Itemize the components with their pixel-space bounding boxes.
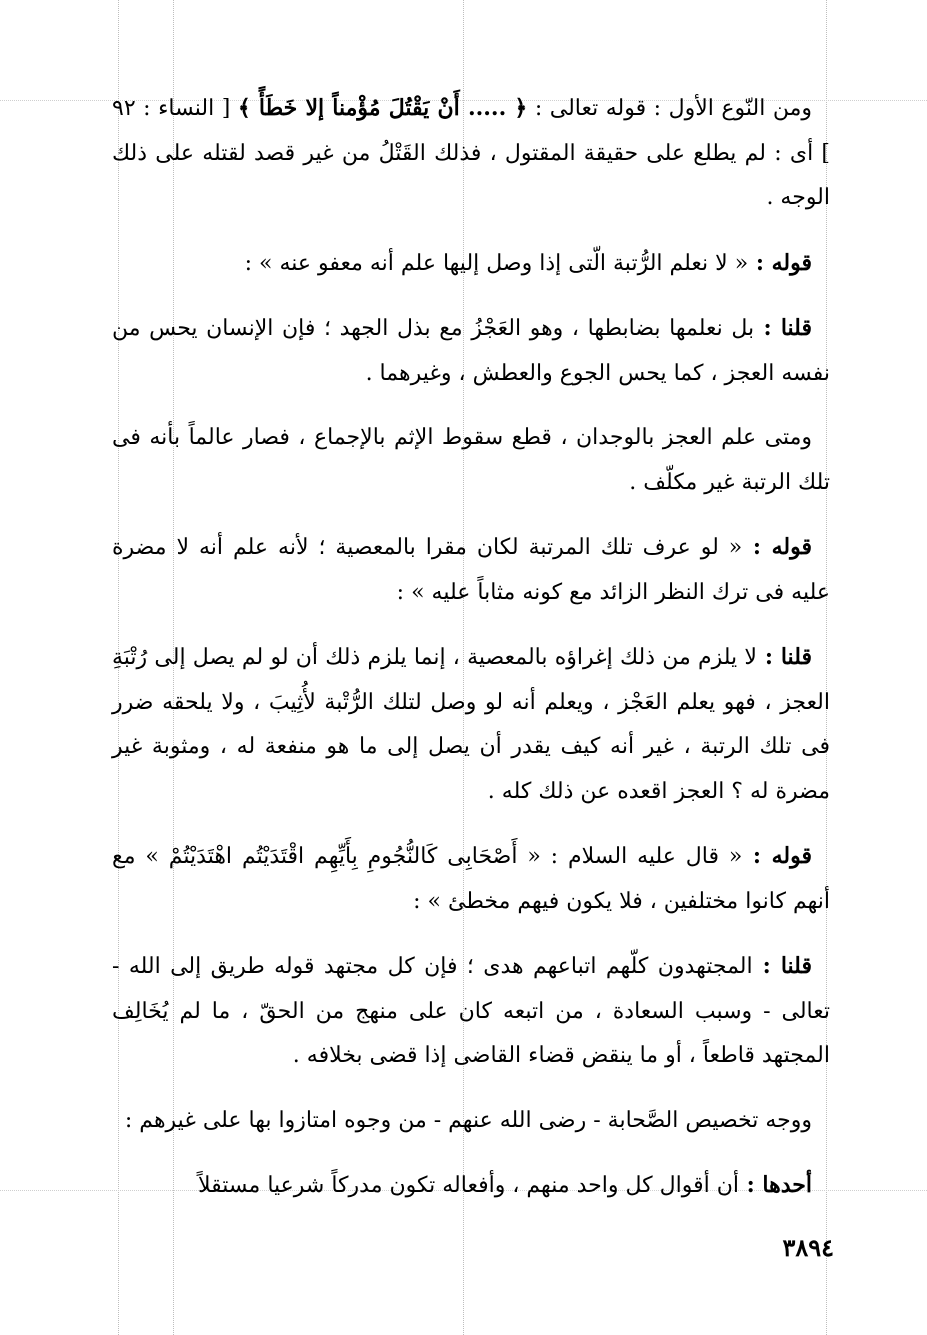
paragraph-3-text: بل نعلمها بضابطها ، وهو العَجْزُ مع بذل الجهد ؛ فإن الإنسان يحس من نفسه العجز ، كما يحس الجوع والعطش ، وغيرهما . bbox=[112, 316, 830, 386]
paragraph-7 bbox=[112, 834, 830, 924]
quran-verse: ﴿ ..... أَنْ يَقْتُلَ مُؤْمناً إلا خَطَأً ﴾ bbox=[237, 95, 528, 121]
paragraph-5 bbox=[112, 525, 830, 615]
paragraph-4-text: ومتى علم العجز بالوجدان ، قطع سقوط الإثم بالإجماع ، فصار عالماً بأنه فى تلك الرتبة غير مكلّف . bbox=[112, 425, 830, 495]
paragraph-8 bbox=[112, 944, 830, 1079]
paragraph-2 bbox=[112, 241, 830, 287]
paragraph-6-lead: قلنا : bbox=[756, 644, 812, 670]
body-text bbox=[112, 86, 830, 1229]
paragraph-1-after: [ النساء : ٩٢ ] أى : لم يطلع على حقيقة المقتول ، فذلك القَتْلُ من غير قصد لقتله على ذلك الوجه . bbox=[112, 96, 830, 210]
paragraph-9 bbox=[112, 1099, 830, 1144]
paragraph-3-lead: قلنا : bbox=[754, 315, 812, 341]
paragraph-10-lead: أحدها : bbox=[738, 1172, 812, 1198]
paragraph-7-text: « قال عليه السلام : « أَصْحَابِى كَالنُّجُومِ بِأَيِّهِم اقْتَدَيْتُم اهْتَدَيْتُمْ » مع أنهم كانوا مختلفين ، فلا يكون فيهم مخطئ » : bbox=[112, 844, 830, 914]
paragraph-6 bbox=[112, 635, 830, 814]
paragraph-4 bbox=[112, 416, 830, 505]
paragraph-3 bbox=[112, 306, 830, 396]
paragraph-10 bbox=[112, 1163, 830, 1209]
paragraph-2-lead: قوله : bbox=[748, 249, 812, 276]
paragraph-1 bbox=[112, 86, 830, 221]
paragraph-9-text: ووجه تخصيص الصَّحابة - رضى الله عنهم - من وجوه امتازوا بها على غيرهم : bbox=[124, 1107, 812, 1133]
paragraph-8-text: المجتهدون كلّهم اتباعهم هدى ؛ فإن كل مجتهد قوله طريق إلى الله - تعالى - وسبب السعادة ، من اتبعه كان على منهج من الحقّ ، ما لم يُخَالِف المجتهد قاطعاً ، أو ما ينقض قضاء القاضى إذا قضى بخلافه . bbox=[112, 954, 831, 1068]
paragraph-8-lead: قلنا : bbox=[752, 953, 812, 979]
paragraph-5-lead: قوله : bbox=[742, 534, 812, 560]
paragraph-2-text: « لا نعلم الرُّتبة الّتى إذا وصل إليها علم أنه معفو عنه » : bbox=[244, 250, 749, 276]
paragraph-1-before: ومن النّوع الأول : قوله تعالى : bbox=[527, 96, 812, 121]
paragraph-7-lead: قوله : bbox=[742, 843, 812, 869]
paragraph-5-text: « لو عرف تلك المرتبة لكان مقرا بالمعصية ؛ لأنه علم أنه لا مضرة عليه فى ترك النظر الزائد مع كونه مثاباً عليه » : bbox=[112, 535, 830, 605]
paragraph-10-text: أن أقوال كل واحد منهم ، وأفعاله تكون مدركاً شرعيا مستقلاً bbox=[198, 1173, 739, 1198]
page-number: ٣٨٩٤ bbox=[782, 1233, 834, 1262]
paragraph-6-text: لا يلزم من ذلك إغراؤه بالمعصية ، إنما يلزم ذلك أن لو لم يصل إلى رُتْبَةِ العجز ، فهو يعلم العَجْز ، ويعلم أنه لو وصل لتلك الرُّتْبة لأُثِيبَ ، ولا يلحقه ضرر فى تلك الرتبة ، غير أنه كيف يقدر أن يصل إلى ما هو منفعة له ، ومثوبة غير مضرة له ؟ العجز اقعده عن ذلك كله . bbox=[112, 645, 830, 804]
